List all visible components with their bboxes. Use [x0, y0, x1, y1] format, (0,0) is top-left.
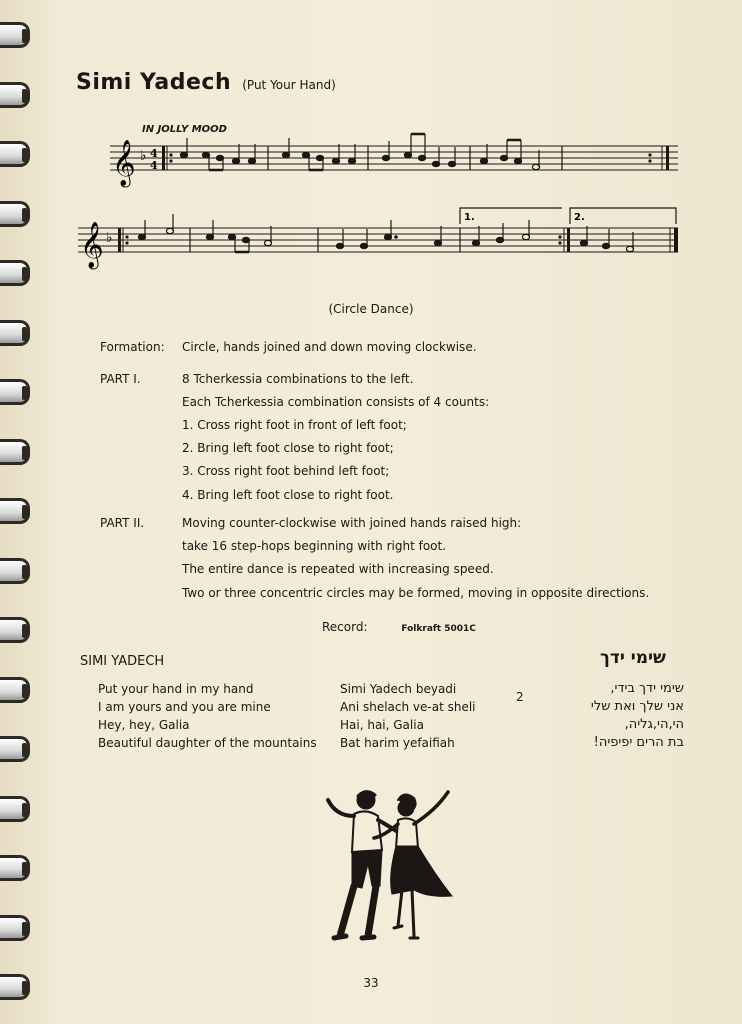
record-catalog: Folkraft 5001C [401, 624, 476, 634]
binding-ring [0, 22, 30, 48]
binding-ring [0, 736, 30, 762]
hebrew-line: בת הרים יפיפיה! [593, 735, 684, 750]
english-line: Hey, hey, Galia [98, 718, 190, 732]
binding-ring [0, 498, 30, 524]
binding-ring [0, 796, 30, 822]
instruction-label: PART I. [100, 372, 141, 386]
binding-ring [0, 677, 30, 703]
english-line: Beautiful daughter of the mountains [98, 736, 317, 750]
instruction-text: Circle, hands joined and down moving clockwise. [182, 340, 477, 354]
page-title [76, 70, 336, 95]
transliteration-line: Ani shelach ve-at sheli [340, 700, 476, 714]
page-number: 33 [363, 976, 379, 990]
svg-text:4: 4 [150, 159, 158, 172]
second-ending-label: 2. [574, 212, 585, 223]
binding-ring [0, 320, 30, 346]
binding-ring [0, 260, 30, 286]
lyrics-title: SIMI YADECH [80, 654, 165, 669]
song-title-subtitle: (Put Your Hand) [242, 78, 336, 92]
tempo-marking: IN JOLLY MOOD [142, 124, 227, 135]
english-line: Put your hand in my hand [98, 682, 254, 696]
svg-text:♭: ♭ [140, 148, 147, 164]
spiral-binding [0, 0, 40, 1024]
instruction-text: Each Tcherkessia combination consists of 4 counts: [182, 395, 490, 409]
binding-ring [0, 379, 30, 405]
hebrew-lyrics [591, 680, 684, 752]
transliteration-line: Hai, hai, Galia [340, 718, 424, 732]
dance-type: (Circle Dance) [328, 302, 414, 316]
binding-ring [0, 855, 30, 881]
instruction-text: 8 Tcherkessia combinations to the left. [182, 372, 414, 386]
transliteration-line: Simi Yadech beyadi [340, 682, 457, 696]
binding-ring [0, 439, 30, 465]
instruction-text: 1. Cross right foot in front of left foot; [182, 418, 407, 432]
instruction-label: PART II. [100, 516, 145, 530]
song-title-main: Simi Yadech [76, 70, 232, 95]
instruction-text: 3. Cross right foot behind left foot; [182, 464, 390, 478]
instruction-text: Moving counter-clockwise with joined hands raised high: [182, 516, 522, 530]
record-label: Record: [322, 620, 368, 634]
binding-ring [0, 201, 30, 227]
hebrew-line: שימי ידך בידי, [610, 681, 684, 696]
binding-ring [0, 558, 30, 584]
english-lyrics [98, 680, 317, 752]
dancing-couple-illustration [318, 786, 468, 950]
treble-clef-icon: 𝄞 [112, 140, 136, 186]
instruction-text: 4. Bring left foot close to right foot. [182, 488, 394, 502]
binding-ring [0, 617, 30, 643]
hebrew-title: שימי ידך [600, 648, 666, 668]
instruction-text: take 16 step-hops beginning with right foot. [182, 539, 447, 553]
svg-text:♭: ♭ [106, 230, 113, 246]
hebrew-line: אני שלך ואת שלי [590, 699, 684, 714]
repeat-mark: 2 [516, 690, 524, 704]
hebrew-line: הי,הי,גליה, [624, 717, 684, 732]
instruction-text: Two or three concentric circles may be formed, moving in opposite directions. [182, 586, 650, 600]
instruction-text: 2. Bring left foot close to right foot; [182, 441, 394, 455]
svg-text:4: 4 [150, 147, 158, 160]
english-line: I am yours and you are mine [98, 700, 271, 714]
binding-ring [0, 141, 30, 167]
record-info [322, 620, 476, 634]
transliteration-lyrics [340, 680, 476, 752]
instruction-text: The entire dance is repeated with increasing speed. [182, 562, 494, 576]
treble-clef-icon: 𝄞 [80, 222, 104, 268]
transliteration-line: Bat harim yefaifiah [340, 736, 455, 750]
music-staff-2 [78, 206, 682, 270]
instruction-label: Formation: [100, 340, 165, 354]
binding-ring [0, 82, 30, 108]
binding-ring [0, 915, 30, 941]
music-staff-1 [110, 128, 682, 192]
first-ending-label: 1. [464, 212, 475, 223]
